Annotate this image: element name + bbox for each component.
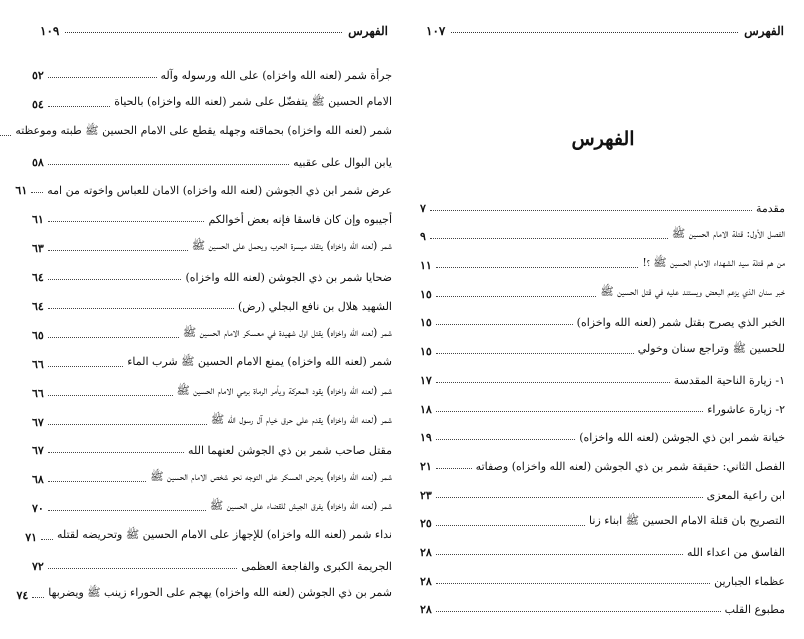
toc-entry-title: ١- زيارة الناحية المقدسة — [673, 373, 785, 387]
toc-entry — [420, 301, 785, 330]
dot-leader — [436, 497, 703, 498]
toc-entry — [15, 111, 392, 140]
dot-leader — [48, 452, 184, 453]
toc-entry-page-number: ١٥ — [420, 316, 432, 330]
toc-entry — [32, 197, 392, 226]
dot-leader — [48, 308, 234, 309]
toc-entry-title: يابن البوال على عقبيه — [293, 155, 392, 169]
toc-entry — [32, 226, 392, 255]
toc-entry — [420, 358, 785, 387]
dot-leader — [436, 554, 683, 555]
toc-entry-title: شمر (لعنه الله واخزاه) يحرض العسكر على التوجه نحو شخص الامام الحسين ﷺ — [150, 470, 392, 484]
toc-entry-page-number: ١٨ — [420, 402, 432, 416]
toc-entry-page-number: ٩ — [420, 230, 426, 244]
running-header-page-number: ١٠٩ — [40, 24, 60, 38]
right-page — [402, 0, 804, 639]
toc-entry — [32, 140, 392, 169]
toc-entry-page-number: ٢٥ — [420, 517, 432, 531]
toc-entry-title: جرأة شمر (لعنه الله واخزاه) على الله ورسوله وآله — [160, 68, 392, 82]
toc-entry-title: الخبر الذي يصرح بقتل شمر (لعنه الله واخزاه) — [576, 316, 785, 330]
toc-entry — [420, 215, 785, 244]
toc-entry — [420, 588, 785, 617]
toc-entry-page-number: ٦٥ — [32, 328, 44, 342]
toc-entry-page-number: ٦٦ — [32, 386, 44, 400]
toc-entry-title: مقدمة — [755, 201, 785, 215]
dot-leader — [451, 32, 738, 33]
toc-entry — [32, 313, 392, 342]
running-header — [40, 16, 388, 38]
toc-entry — [32, 53, 392, 82]
toc-entry-title: ضحايا شمر بن ذي الجوشن (لعنه الله واخزاه) — [185, 271, 392, 285]
toc-entry-page-number: ٢٨ — [420, 545, 432, 559]
toc-entry-title: عرض شمر ابن ذي الجوشن (لعنه الله واخزاه) الامان للعباس واخوته من امه — [47, 184, 392, 198]
toc-entry — [420, 272, 785, 301]
toc-entry — [25, 515, 392, 545]
toc-entry-page-number: ٢٨ — [420, 603, 432, 617]
dot-leader — [48, 337, 179, 338]
toc-entry-title: من هم قتلة سيد الشهداء الامام الحسين ﷺ ؟! — [642, 256, 785, 270]
toc-entry-page-number: ١٧ — [420, 373, 432, 387]
toc-entry-page-number: ٦٤ — [32, 271, 44, 285]
dot-leader — [430, 210, 752, 211]
toc-entry — [420, 243, 785, 272]
toc-entry-page-number: ٢١ — [420, 459, 432, 473]
toc-entry — [420, 530, 785, 559]
dot-leader — [48, 106, 110, 107]
dot-leader — [436, 525, 585, 526]
toc-entry-page-number: ١١ — [420, 259, 432, 273]
toc-entry-title: شمر (لعنه الله واخزاه) يقدم على حرق خيام آل رسول الله ﷺ — [210, 412, 392, 426]
dot-leader — [48, 424, 207, 425]
toc-entry-title: الشهيد هلال بن نافع البجلي (رض) — [237, 300, 392, 314]
toc-entry — [420, 387, 785, 416]
toc-entry — [32, 429, 392, 458]
toc-entry-title: شمر بن ذي الجوشن (لعنه الله واخزاه) يهجم على الحوراء زينب ﷺ ويضربها — [48, 585, 392, 599]
running-header-title: الفهرس — [744, 24, 784, 38]
dot-leader — [48, 366, 123, 367]
toc-entry-title: شمر (لعنه الله واخزاه) بحماقته وجهله يقطع على الامام الحسين ﷺ طبته وموعظته — [15, 123, 392, 137]
toc-entry-title: خيانة شمر ابن ذي الجوشن (لعنه الله واخزاه) — [579, 431, 785, 445]
toc-entry-title: للحسين ﷺ وتراجع سنان وخولي — [637, 342, 785, 356]
dot-leader — [48, 77, 157, 78]
toc-entry-page-number: ٦٨ — [32, 473, 44, 487]
running-header-page-number: ١٠٧ — [426, 24, 446, 38]
toc-title: الفهرس — [571, 128, 635, 150]
toc-entry — [420, 416, 785, 445]
toc-entry-page-number: ١٥ — [420, 345, 432, 359]
toc-list — [420, 186, 785, 616]
toc-entry — [420, 444, 785, 473]
toc-entry — [420, 473, 785, 502]
toc-entry — [32, 255, 392, 284]
dot-leader — [436, 324, 573, 325]
dot-leader — [436, 439, 575, 440]
toc-entry-page-number: ٦٦ — [32, 357, 44, 371]
toc-entry-page-number: ٢٣ — [420, 488, 432, 502]
toc-entry-title: الفصل الثاني: حقيقة شمر بن ذي الجوشن (لعنه الله واخزاه) وصفاته — [475, 459, 785, 473]
dot-leader — [31, 192, 43, 193]
dot-leader — [65, 32, 342, 33]
dot-leader — [48, 250, 188, 251]
dot-leader — [436, 411, 703, 412]
toc-entry — [16, 573, 392, 602]
toc-entry — [32, 457, 392, 486]
dot-leader — [48, 510, 206, 511]
toc-entry-title: التصريح بان قتلة الامام الحسين ﷺ ابناء زنا — [589, 514, 785, 528]
dot-leader — [436, 468, 472, 469]
dot-leader — [48, 221, 205, 222]
toc-entry-title: خبر سنان الذي يزعم البعض ويستند عليه في قتل الحسين ﷺ — [600, 284, 785, 298]
toc-entry-page-number: ٦٣ — [32, 242, 44, 256]
toc-entry — [32, 486, 392, 515]
toc-entry — [420, 186, 785, 215]
toc-entry-title: مطبوع القلب — [724, 603, 785, 617]
toc-entry-page-number: ٥٢ — [32, 68, 44, 82]
toc-entry-title: نداء شمر (لعنه الله واخزاه) للإجهاز على الامام الحسين ﷺ وتحريضه لقتله — [57, 528, 392, 542]
toc-entry-title: شمر (لعنه الله واخزاه) يقود المعركة ويأمر الرماة برمي الامام الحسين ﷺ — [176, 383, 392, 397]
toc-entry-page-number: ٦١ — [15, 184, 28, 198]
dot-leader — [48, 279, 182, 280]
dot-leader — [436, 267, 639, 268]
dot-leader — [430, 238, 668, 239]
dot-leader — [436, 296, 597, 297]
dot-leader — [32, 597, 44, 598]
toc-entry-page-number: ٧٤ — [16, 588, 29, 602]
dot-leader — [48, 395, 173, 396]
toc-entry-title: شمر (لعنه الله واخزاه) يمنع الامام الحسين ﷺ شرب الماء — [127, 354, 392, 368]
toc-entry — [32, 371, 392, 400]
toc-list — [15, 53, 392, 602]
toc-entry-title: الجريمة الكبرى والفاجعة العظمى — [241, 560, 392, 574]
toc-entry-page-number: ١٩ — [420, 431, 432, 445]
toc-entry-title: الفصل الأول: قتلة الامام الحسين ﷺ — [671, 227, 785, 241]
toc-entry-title: ابن راعية المعزى — [706, 488, 785, 502]
toc-entry-title: شمر (لعنه الله واخزاه) يتقلد ميسرة الحرب ويحمل على الحسين ﷺ — [191, 239, 392, 253]
toc-entry-title: أجيبوه وإن كان فاسقا فإنه بعض أخوالكم — [208, 213, 392, 227]
dot-leader — [41, 539, 53, 540]
dot-leader — [436, 382, 670, 383]
dot-leader — [48, 164, 289, 165]
toc-entry — [420, 502, 785, 531]
toc-entry-page-number: ٦٤ — [32, 300, 44, 314]
toc-entry — [32, 342, 392, 371]
toc-entry-page-number: ٦٧ — [32, 415, 44, 429]
toc-entry-page-number: ٧ — [420, 201, 426, 215]
toc-entry — [15, 169, 392, 198]
dot-leader — [436, 353, 634, 354]
toc-entry-page-number: ٧٠ — [32, 502, 44, 516]
toc-entry-title: عظماء الجبارين — [714, 574, 785, 588]
toc-entry — [32, 284, 392, 313]
toc-entry-page-number: ٦٧ — [32, 444, 44, 458]
toc-entry-page-number: ٧١ — [25, 531, 38, 545]
toc-entry-title: شمر (لعنه الله واخزاه) يفرق الجيش للقضاء على الحسين ﷺ — [209, 499, 392, 513]
toc-entry-page-number: ٦١ — [32, 213, 44, 227]
toc-entry-title: الفاسق من اعداء الله — [686, 545, 785, 559]
toc-entry — [32, 400, 392, 429]
dot-leader — [48, 568, 237, 569]
dot-leader — [0, 135, 11, 136]
dot-leader — [48, 481, 146, 482]
toc-entry-page-number: ٥٨ — [32, 155, 44, 169]
toc-entry-title: مقتل صاحب شمر بن ذي الجوشن لعنهما الله — [188, 444, 392, 458]
toc-entry-title: شمر (لعنه الله واخزاه) يقتل اول شهيدة في معسكر الامام الحسين ﷺ — [182, 325, 392, 339]
running-header — [426, 16, 784, 38]
toc-entry-title: الامام الحسين ﷺ يتفضّل على شمر (لعنه الله واخزاه) بالحياة — [114, 94, 392, 108]
toc-entry-page-number: ١٥ — [420, 287, 432, 301]
dot-leader — [436, 583, 710, 584]
toc-entry — [420, 329, 785, 358]
toc-entry-page-number: ٧٢ — [32, 560, 44, 574]
toc-entry — [32, 544, 392, 573]
toc-entry-page-number: ٥٤ — [32, 97, 44, 111]
running-header-title: الفهرس — [348, 24, 388, 38]
toc-entry — [420, 559, 785, 588]
toc-entry — [32, 82, 392, 111]
toc-entry-page-number: ٢٨ — [420, 574, 432, 588]
dot-leader — [436, 611, 721, 612]
toc-entry-title: ٢- زيارة عاشوراء — [707, 402, 785, 416]
